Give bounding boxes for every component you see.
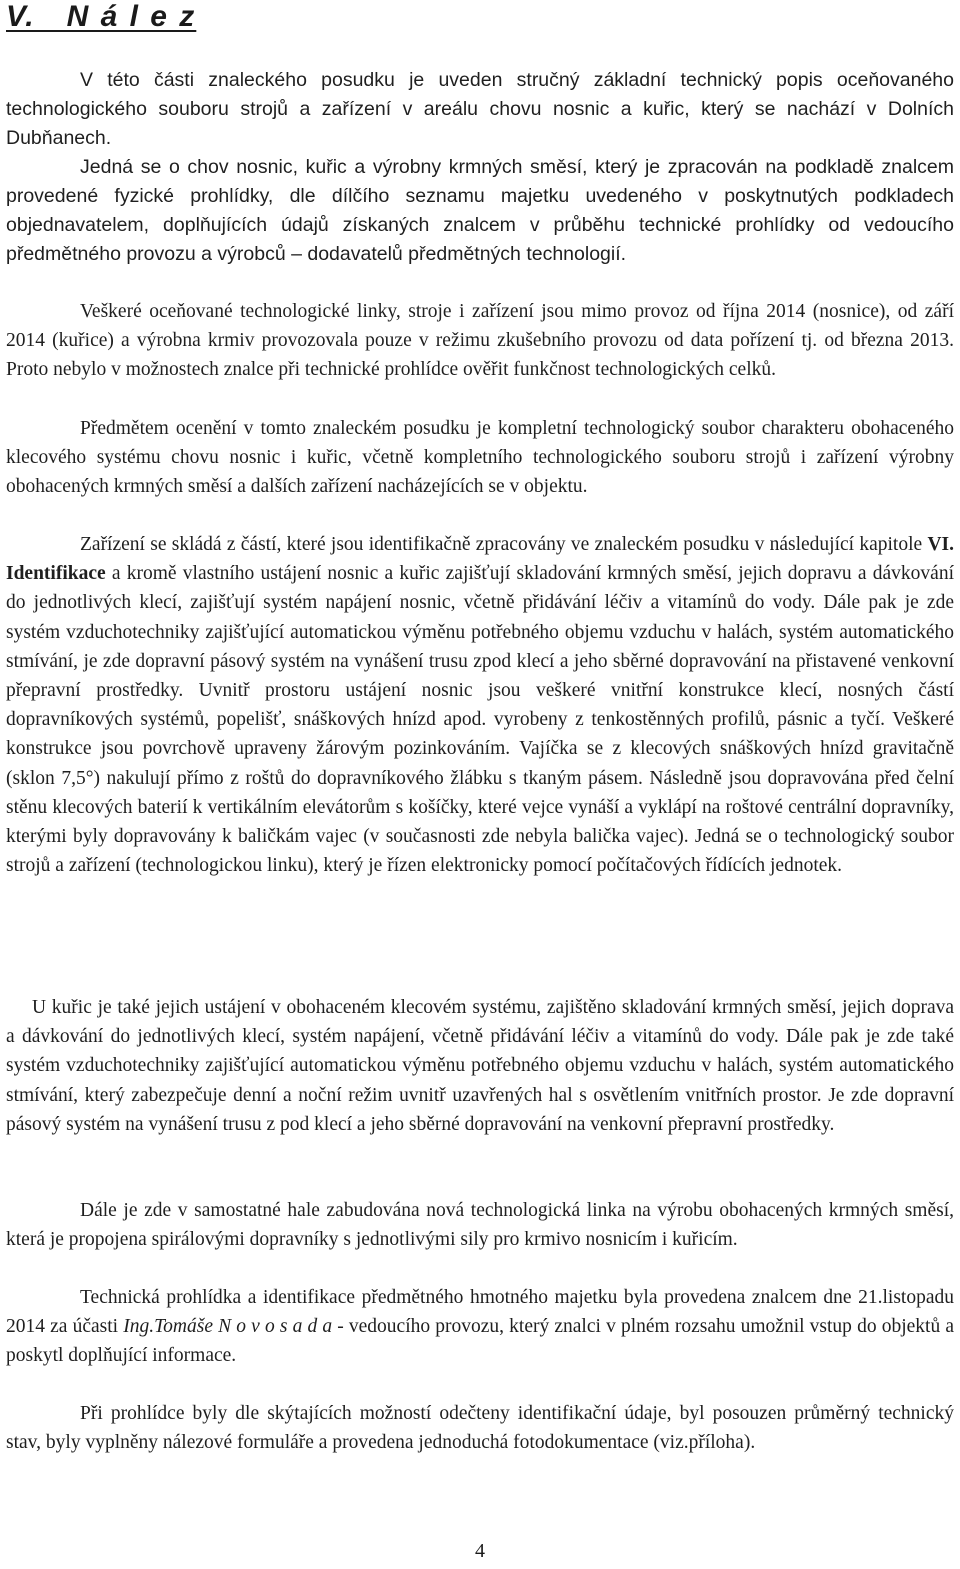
section-heading: V. N á l e z [6,0,197,33]
paragraph-description: Jedná se o chov nosnic, kuřic a výrobny krmných směsí, který je zpracován na podkladě znalcem provedené fyzické prohlídky, dle dílčího seznamu majetku uvedeného v poskytnutých podkladech objednavatelem, doplňujících údajů získaných znalcem v průběhu technické prohlídky od vedoucího předmětného provozu a výrobců – dodavatelů předmětných technologií. [6,156,954,265]
inspector-name: Ing.Tomáše N o v o s a d a [123,1316,333,1338]
inspection-text-rest: - vedoucího provozu, který znalci v plném rozsahu umožnil vstup do objektů a poskytl doplňující informace. [6,1316,955,1367]
paragraph-findings: Při prohlídce byly dle skýtajících možností odečteny identifikační údaje, byl posouzen průměrný technický stav, byly vyplněny nálezové formuláře a provedena jednoduchá fotodokumentace (viz.příloha). [6,1403,954,1454]
paragraph-inspection [6,1283,954,1371]
paragraph-feed-line: Dále je zde v samostatné hale zabudována nová technologická linka na výrobu obohacených krmných směsí, která je propojena spirálovými dopravníky s jednotlivými sily pro krmivo nosnicím i kuřicím. [6,1200,954,1251]
paragraph-equipment [6,530,954,880]
inspection-text-start: Technická prohlídka a identifikace předmětného hmotného majetku byla provedena znalcem dne 21.listopadu 2014 za účasti [6,1287,954,1338]
chapter-reference: VI. Identifikace [6,534,954,585]
equipment-text-rest: a kromě vlastního ustájení nosnic a kuřic zajišťují skladování krmných směsí, jejich dopravu a dávkování do jednotlivých klecí, zajišťují systém napájení nosnic, včetně přidávání léčiv a vitamínů do vody. Dále pak je zde systém vzduchotechniky zajišťující automatickou výměnu potřebného objemu vzduchu v halách, systém automatického stmívání, je zde dopravní pásový systém na vynášení trusu zpod klecí a jeho sběrné dopravování na přistavené venkovní přepravní prostředky. Uvnitř prostoru ustájení nosnic jsou veškeré vnitřní konstrukce klecí, nosných částí dopravníkových systémů, popelišť, snáškových hnízd apod. vyrobeny z tenkostěnných profilů, pásnic a tyčí. Veškeré konstrukce jsou povrchově upraveny žárovým pozinkováním. Vajíčka se z klecových snáškových hnízd gravitačně (sklon 7,5°) nakulují přímo z roštů do dopravníkového žlábku s tkaným pásem. Následně jsou dopravována před čelní stěnu klecových baterií k vertikálním elevátorům s košíčky, které vejce vynáší a vyklápí na roštové centrální dopravníky, kterými byly dopravovány k baličkám vajec (v současnosti zde nebyla balička vajec). Jedná se o technologický soubor strojů a zařízení (technologickou linku), který je řízen elektronicky pomocí počítačových řídících jednotek. [6,563,954,877]
paragraph-subject: Předmětem ocenění v tomto znaleckém posudku je kompletní technologický soubor charakteru obohaceného klecového systému chovu nosnic i kuřic, včetně kompletního technologického souboru strojů i zařízení výrobny obohacených krmných směsí a dalších zařízení nacházejících se v objektu. [6,418,954,498]
equipment-text-start: Zařízení se skládá z částí, které jsou identifikačně zpracovány ve znaleckém posudku v následující kapitole [80,534,928,555]
paragraph-pullets: U kuřic je také jejich ustájení v obohaceném klecovém systému, zajištěno skladování krmných směsí, jejich doprava a dávkování do jednotlivých klecí, systém napájení, včetně přidávání léčiv a vitamínů do vody. Dále pak je zde také systém vzduchotechniky zajišťující automatickou výměnu potřebného objemu vzduchu v halách, systém automatického stmívání, který zabezpečuje denní a noční režim uvnitř uzavřených hal s osvětlením vnitřních prostor. Je zde dopravní pásový systém na vynášení trusu z pod klecí a jeho sběrné dopravování na venkovní přepravní prostředky. [6,997,954,1135]
paragraph-operation-status: Veškeré oceňované technologické linky, stroje i zařízení jsou mimo provoz od října 2014 (nosnice), od září 2014 (kuřice) a výrobna krmiv provozovala pouze v režimu zkušebního provozu od data pořízení tj. od března 2013. Proto nebylo v možnostech znalce při technické prohlídce ověřit funkčnost technologických celků. [6,301,954,381]
paragraph-intro: V této části znaleckého posudku je uveden stručný základní technický popis oceňovaného technologického souboru strojů a zařízení v areálu chovu nosnic a kuřic, který se nachází v Dolních Dubňanech. [6,69,954,149]
page-number: 4 [475,1540,485,1562]
